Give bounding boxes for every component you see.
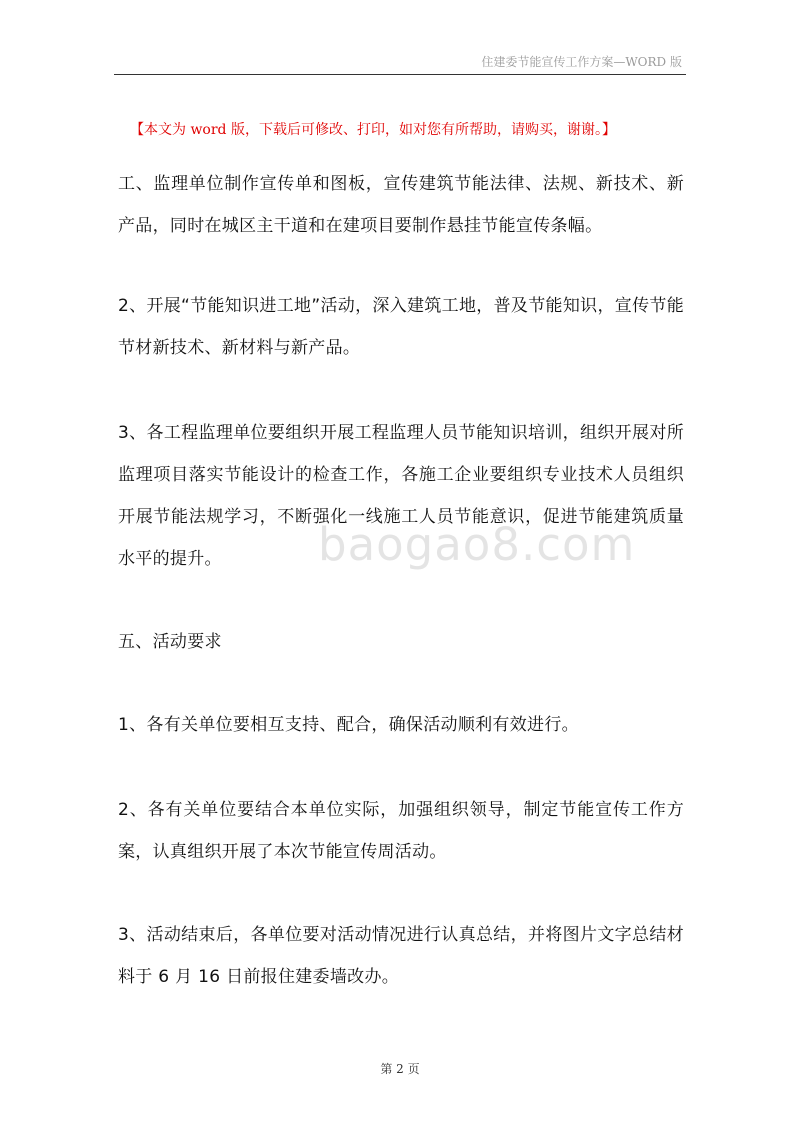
paragraph-requirement-2: 2、各有关单位要结合本单位实际，加强组织领导，制定节能宣传工作方案，认真组织开展了本次节能宣传周活动。	[118, 800, 684, 862]
watermark: baogao8.com	[318, 518, 636, 571]
section-heading-requirements: 五、活动要求	[118, 632, 222, 652]
paragraph-requirement-3: 3、活动结束后，各单位要对活动情况进行认真总结，并将图片文字总结材料于 6 月 16 日前报住建委墙改办。	[118, 925, 684, 987]
purchase-notice: 【本文为 word 版，下载后可修改、打印，如对您有所帮助，请购买，谢谢。】	[130, 122, 616, 138]
paragraph-requirement-1: 1、各有关单位要相互支持、配合，确保活动顺利有效进行。	[118, 715, 579, 735]
header-title: 住建委节能宣传工作方案—WORD 版	[481, 55, 682, 69]
paragraph-promotion-materials: 工、监理单位制作宣传单和图板，宣传建筑节能法律、法规、新技术、新产品，同时在城区主干道和在建项目要制作悬挂节能宣传条幅。	[118, 174, 684, 236]
header-divider	[114, 74, 686, 75]
page-number: 第 2 页	[380, 1062, 420, 1076]
paragraph-training: 3、各工程监理单位要组织开展工程监理人员节能知识培训，组织开展对所监理项目落实节能设计的检查工作，各施工企业要组织专业技术人员组织开展节能法规学习，不断强化一线施工人员节能意识，促进节能建筑质量水平的提升。	[118, 423, 684, 569]
paragraph-site-activity: 2、开展“节能知识进工地”活动，深入建筑工地，普及节能知识，宣传节能节材新技术、新材料与新产品。	[118, 296, 684, 358]
